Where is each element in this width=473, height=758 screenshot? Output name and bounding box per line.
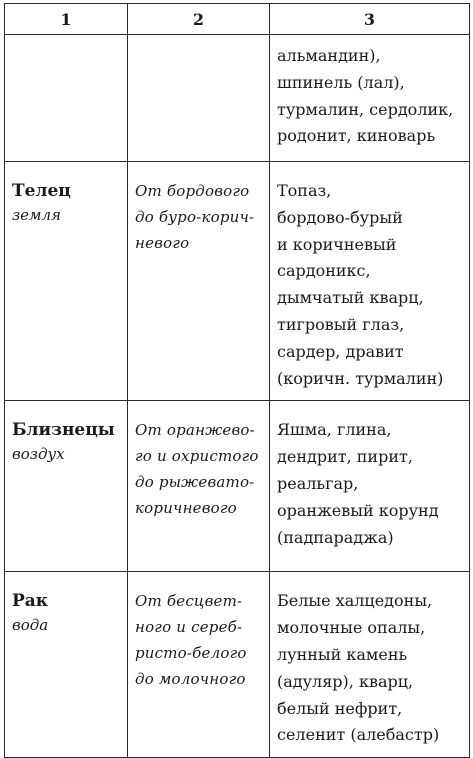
stones-line: альмандин),	[277, 46, 381, 65]
stones-line: (падпараджа)	[277, 527, 394, 547]
element-name: вода	[12, 616, 49, 635]
color-line: ного и сереб-	[135, 618, 243, 637]
stones-line: дендрит, пирит,	[277, 447, 413, 467]
stones-line: родонит, киноварь	[277, 126, 436, 146]
color-line: От бесцвет-	[135, 592, 243, 611]
sign-cell	[5, 572, 128, 758]
stones-line: тигровый глаз,	[277, 314, 405, 334]
stones-cell	[270, 572, 470, 758]
table-row	[5, 572, 470, 758]
sign-name: Рак	[12, 591, 49, 612]
stones-line: сардер, дравит	[277, 341, 404, 361]
color-line: до молочного	[135, 670, 246, 689]
sign-cell	[5, 401, 128, 572]
table-row	[5, 35, 470, 162]
color-line: ристо-белого	[135, 644, 247, 663]
table-row	[5, 162, 470, 401]
stones-line: селенит (алебастр)	[277, 725, 440, 745]
stones-line: Топаз,	[277, 181, 332, 200]
sign-cell	[5, 162, 128, 401]
column-header-1: 1	[5, 4, 128, 35]
color-line: до буро-корич-	[135, 208, 255, 226]
sign-name: Телец	[12, 181, 71, 201]
color-line: От оранжево-	[135, 421, 255, 440]
stones-cell	[270, 401, 470, 572]
color-cell	[128, 35, 270, 162]
stones-line: молочные опалы,	[277, 618, 426, 638]
color-cell	[128, 572, 270, 758]
color-line: до рыжевато-	[135, 473, 255, 492]
stones-line: и коричневый	[277, 234, 397, 254]
stones-line: сардоникс,	[277, 261, 371, 281]
stones-line: белый нефрит,	[277, 698, 403, 718]
zodiac-stones-table	[4, 3, 470, 758]
stones-line: оранжевый корунд	[277, 500, 439, 520]
sign-name: Близнецы	[12, 420, 115, 441]
stones-line: Яшма, глина,	[277, 420, 392, 440]
color-cell	[128, 162, 270, 401]
color-line: невого	[135, 234, 190, 252]
stones-cell	[270, 162, 470, 401]
element-name: воздух	[12, 445, 65, 464]
color-cell	[128, 401, 270, 572]
header-row	[5, 4, 470, 35]
element-name: земля	[12, 206, 61, 224]
color-line: От бордового	[135, 182, 250, 200]
sign-cell	[5, 35, 128, 162]
column-header-3: 3	[270, 4, 470, 35]
color-line: коричневого	[135, 499, 237, 518]
stones-line: бордово-бурый	[277, 207, 403, 227]
stones-line: реальгар,	[277, 473, 359, 493]
stones-line: (коричн. турмалин)	[277, 368, 444, 388]
stones-line: (адуляр), кварц,	[277, 671, 414, 691]
stones-line: лунный камень	[277, 644, 408, 664]
table-row	[5, 401, 470, 572]
stones-line: Белые халцедоны,	[277, 591, 433, 611]
color-line: го и охристого	[135, 447, 259, 466]
column-header-2: 2	[128, 4, 270, 35]
stones-line: шпинель (лал),	[277, 72, 405, 92]
stones-cell	[270, 35, 470, 162]
stones-line: турмалин, сердолик,	[277, 99, 454, 119]
stones-line: дымчатый кварц,	[277, 288, 424, 308]
